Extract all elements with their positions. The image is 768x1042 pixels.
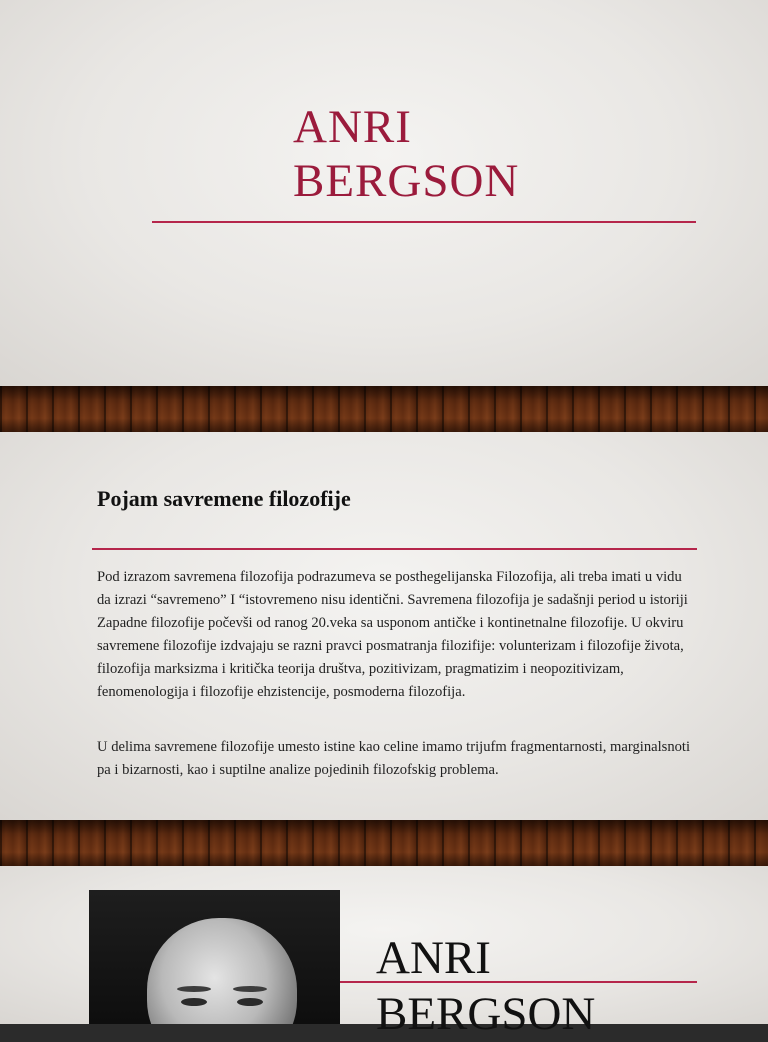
portrait-brow-left xyxy=(177,986,211,992)
heading-underline xyxy=(92,548,697,550)
portrait-eye-right xyxy=(237,998,263,1006)
slide-title xyxy=(0,0,768,386)
title-line-1: ANRI xyxy=(293,101,412,153)
portrait-photo xyxy=(89,890,340,1024)
paragraph-2: U delima savremene filozofije umesto istine kao celine imamo trijufm fragmentarnosti, marginalsnoti pa i bizarnosti, kao i suptilne analize pojedinih filozofskig problema. xyxy=(97,739,691,778)
portrait-title-line-1: ANRI xyxy=(376,932,491,984)
title-line-2: BERGSON xyxy=(293,155,520,207)
portrait-eye-left xyxy=(181,998,207,1006)
portrait-head xyxy=(147,918,297,1024)
section-heading: Pojam savremene filozofije xyxy=(97,486,351,511)
portrait-title-line-2: BERGSON xyxy=(376,988,596,1040)
wood-floor-divider xyxy=(0,386,768,432)
paragraph-1: Pod izrazom savremena filozofija podrazumeva se posthegelijanska Filozofija, ali treba imati u vidu da izrazi “savremeno” I “istovremeno nisu identični. Savremena filozofija je sadašnji period u istoriji Zapadne filozofije počevši od ranog 20.veka sa usponom antičke i kontinetnalne filozofije. U okviru savremene filozofije izdvajaju se razni pravci posmatranja filozifije: volunterizam i filozofije života, filozofija marksizma i kritička teorija društva, pozitivizam, pragmatizim i neopozitivizam, fenomenologija i filozofije ehzistencije, posmoderna filozofija. xyxy=(97,569,688,700)
slide-title-text xyxy=(293,100,519,208)
wood-floor-divider xyxy=(0,820,768,866)
portrait-title-text xyxy=(376,930,595,1042)
title-underline xyxy=(152,221,696,223)
slide-content xyxy=(0,432,768,820)
portrait-brow-right xyxy=(233,986,267,992)
